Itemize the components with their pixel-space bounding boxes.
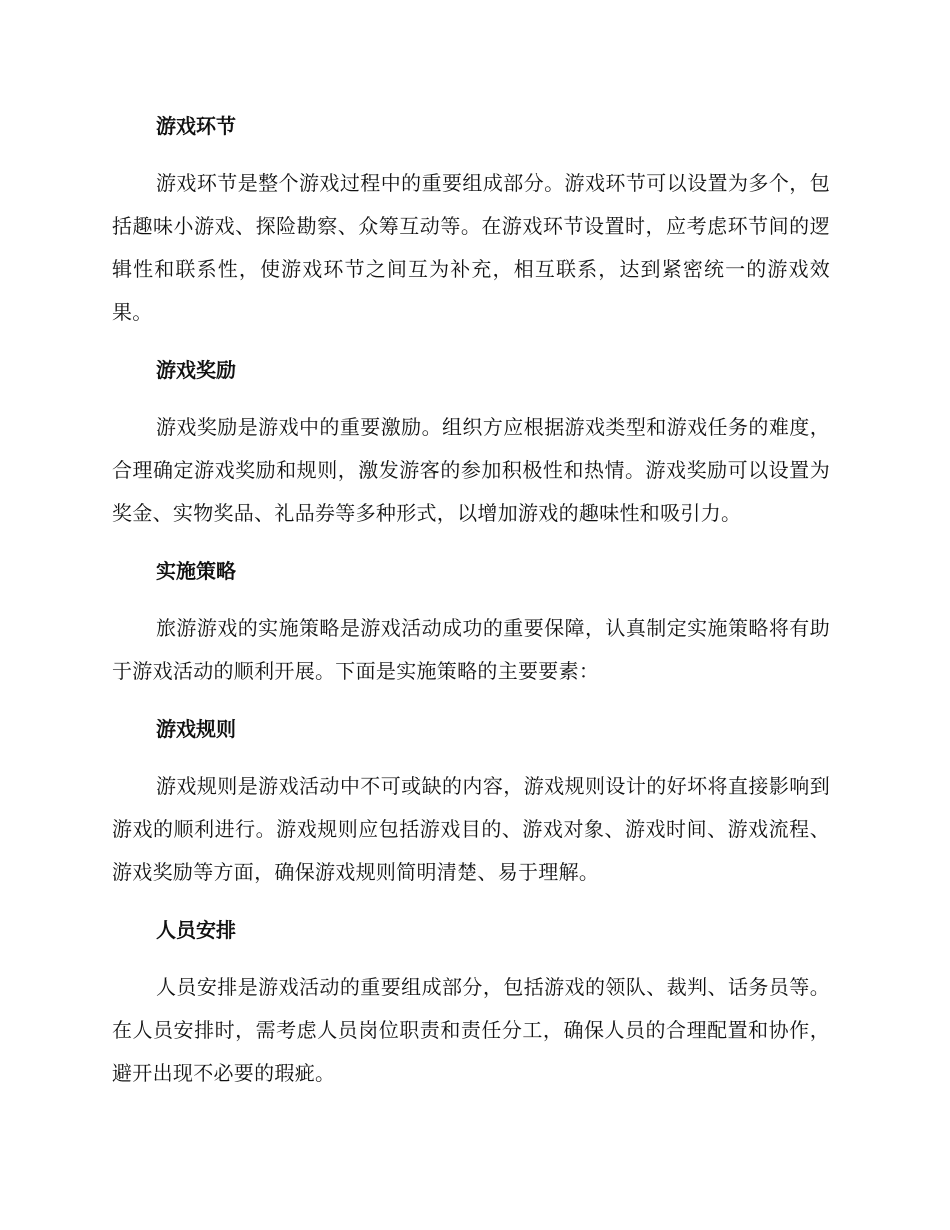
document-page bbox=[112, 108, 830, 1113]
section-heading-game-rules: 游戏规则 bbox=[156, 717, 236, 741]
section-heading-game-stages: 游戏环节 bbox=[156, 114, 236, 138]
section-paragraph-staffing: 人员安排是游戏活动的重要组成部分，包括游戏的领队、裁判、话务员等。在人员安排时，需考虑人员岗位职责和责任分工，确保人员的合理配置和协作，避开出现不必要的瑕疵。 bbox=[112, 975, 830, 1085]
section-heading-staffing: 人员安排 bbox=[156, 918, 236, 942]
section-paragraph-game-rewards: 游戏奖励是游戏中的重要激励。组织方应根据游戏类型和游戏任务的难度，合理确定游戏奖励和规则，激发游客的参加积极性和热情。游戏奖励可以设置为奖金、实物奖品、礼品券等多种形式，以增加游戏的趣味性和吸引力。 bbox=[112, 415, 830, 525]
section-heading-implementation-strategy: 实施策略 bbox=[156, 559, 236, 583]
section-paragraph-game-rules: 游戏规则是游戏活动中不可或缺的内容，游戏规则设计的好坏将直接影响到游戏的顺利进行。游戏规则应包括游戏目的、游戏对象、游戏时间、游戏流程、游戏奖励等方面，确保游戏规则简明清楚、易于理解。 bbox=[112, 774, 830, 884]
section-heading-game-rewards: 游戏奖励 bbox=[156, 358, 236, 382]
section-paragraph-game-stages: 游戏环节是整个游戏过程中的重要组成部分。游戏环节可以设置为多个，包括趣味小游戏、探险勘察、众筹互动等。在游戏环节设置时，应考虑环节间的逻辑性和联系性，使游戏环节之间互为补充，相互联系，达到紧密统一的游戏效果。 bbox=[112, 171, 830, 324]
section-paragraph-implementation-strategy: 旅游游戏的实施策略是游戏活动成功的重要保障，认真制定实施策略将有助于游戏活动的顺利开展。下面是实施策略的主要要素： bbox=[112, 616, 830, 683]
